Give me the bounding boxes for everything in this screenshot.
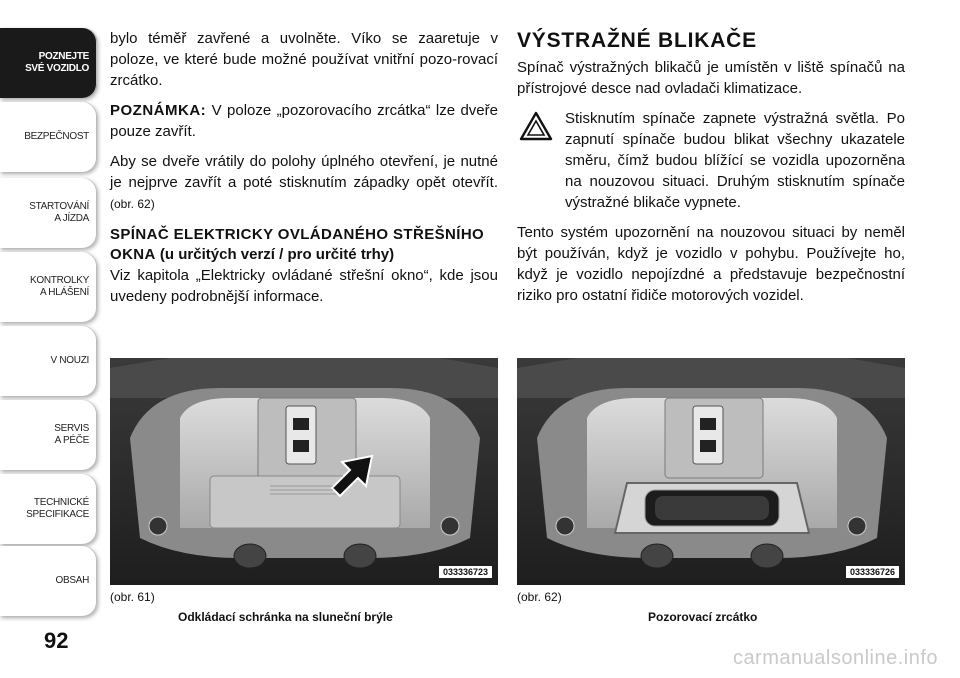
note-paragraph [110, 100, 498, 142]
sidebar-nav [0, 0, 100, 678]
figure-reference-link[interactable]: (obr. 62) [110, 197, 155, 211]
figure-caption: Odkládací schránka na sluneční brýle [178, 610, 393, 624]
sidebar-tab-technicke[interactable] [0, 474, 97, 544]
figure-caption: Pozorovací zrcátko [648, 610, 758, 624]
sidebar-tab-label: OBSAH [55, 575, 89, 586]
sidebar-tab-label: POZNEJTE SVÉ VOZIDLO [25, 51, 89, 74]
heading-main: SPÍNAČ ELEKTRICKY OVLÁDANÉHO STŘEŠNÍHO OKNA [110, 226, 485, 263]
section-heading [110, 225, 498, 265]
heading-sub: (u určitých verzí / pro určité trhy) [155, 246, 395, 263]
paragraph [110, 151, 498, 215]
hazard-paragraph [517, 108, 905, 213]
sidebar-tab-poznejte[interactable] [0, 28, 97, 98]
note-text: V poloze „pozorovacího zrcátka“ lze dveře pouze zavřít. [110, 102, 498, 140]
figure-sunglass-bin [110, 358, 498, 585]
left-column [110, 28, 498, 316]
sidebar-tab-label: TECHNICKÉ SPECIFIKACE [26, 497, 89, 520]
sidebar-tab-kontrolky[interactable] [0, 252, 97, 322]
paragraph-text: Tento systém upozornění na nouzovou situaci by neměl být používán, když je vozidlo v pohybu. Používejte ho, když je vozidlo nepojízdné a představuje bezpečnostní riziko pro ostatní řidiče motorových vozidel. [517, 224, 905, 304]
overhead-console-illustration [110, 358, 498, 585]
figure-observation-mirror [517, 358, 905, 585]
note-label: POZNÁMKA: [110, 102, 207, 119]
page-number: 92 [44, 628, 69, 653]
sidebar-tab-servis[interactable] [0, 400, 97, 470]
sidebar-tab-startovani[interactable] [0, 178, 97, 248]
figure-number: (obr. 61) [110, 590, 155, 604]
sidebar-tab-label: SERVIS A PÉČE [54, 423, 89, 446]
paragraph-text: bylo téměř zavřené a uvolněte. Víko se zaaretuje v poloze, ve které bude možné používat vnitřní pozo-rovací zrcátko. [110, 30, 498, 89]
sidebar-tab-v-nouzi[interactable] [0, 326, 97, 396]
paragraph [517, 57, 905, 99]
sidebar-tab-label: STARTOVÁNÍ A JÍZDA [29, 201, 89, 224]
paragraph-text: Viz kapitola „Elektricky ovládané střešní okno“, kde jsou uvedeny podrobnější informace. [110, 267, 498, 305]
sidebar-tab-bezpecnost[interactable] [0, 102, 97, 172]
paragraph [110, 265, 498, 307]
sidebar-tab-label: V NOUZI [50, 355, 89, 366]
figure-code: 033336726 [846, 566, 899, 578]
watermark: carmanualsonline.info [732, 647, 938, 669]
right-column [517, 28, 905, 315]
figure-code: 033336723 [439, 566, 492, 578]
paragraph-text: Stisknutím spínače zapnete výstražná světla. Po zapnutí spínače budou blikat všechny ukazatele směru, čímž budou blížící se vozidla upozorněna na nouzovou situaci. Druhým stisknutím spínače výstražné blikače vypnete. [565, 110, 905, 211]
paragraph [110, 28, 498, 91]
sidebar-tab-obsah[interactable] [0, 546, 97, 616]
paragraph-text: Spínač výstražných blikačů je umístěn v liště spínačů na přístrojové desce nad ovladači klimatizace. [517, 59, 905, 97]
overhead-console-mirror-illustration [517, 358, 905, 585]
figure-number: (obr. 62) [517, 590, 562, 604]
sidebar-tab-label: BEZPEČNOST [24, 131, 89, 142]
sidebar-tab-label: KONTROLKY A HLÁŠENÍ [30, 275, 89, 298]
paragraph-text: Aby se dveře vrátily do polohy úplného otevření, je nutné je nejprve zavřít a poté stisknutím západky opět otevřít. [110, 153, 498, 191]
warning-triangle-icon [519, 111, 553, 141]
paragraph [517, 222, 905, 306]
section-heading: VÝSTRAŽNÉ BLIKAČE [517, 29, 757, 52]
